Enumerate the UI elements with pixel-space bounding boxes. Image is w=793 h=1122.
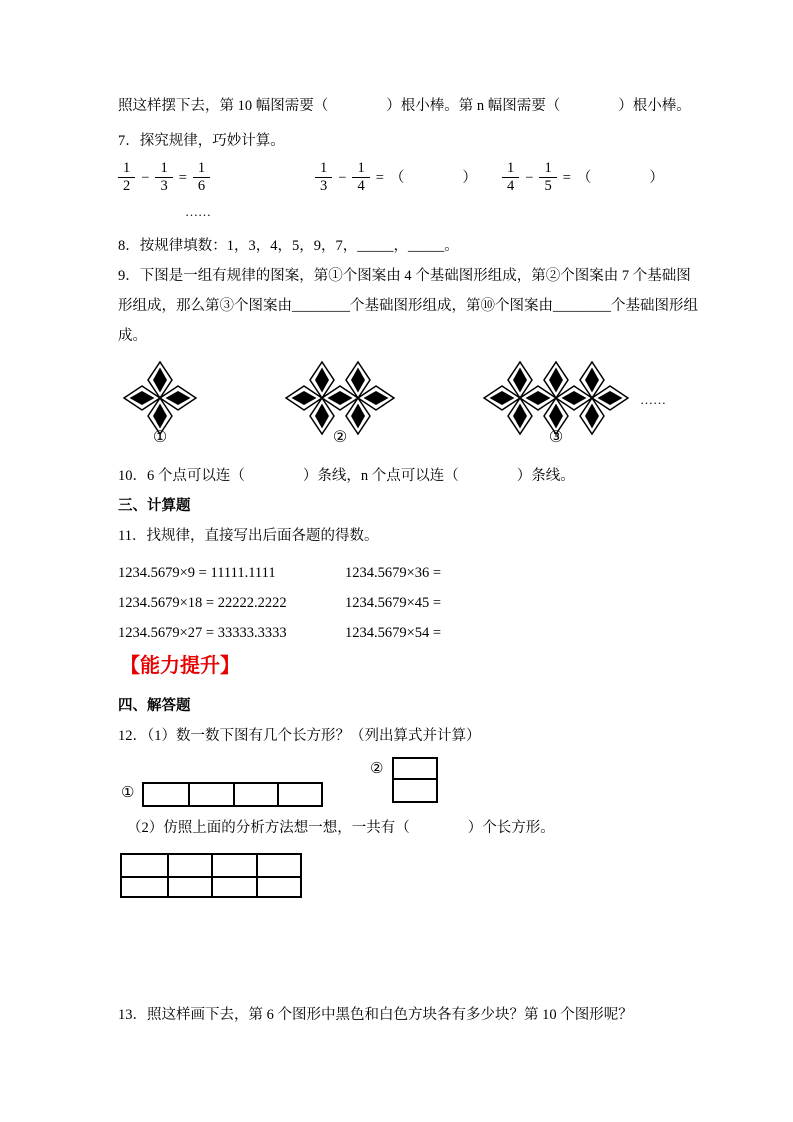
equals-sign: = — [375, 169, 384, 186]
q7-equation-3 — [502, 160, 664, 195]
equals-sign: = — [178, 169, 187, 186]
q10-text: 10．6 个点可以连（ ）条线，n 个点可以连（ ）条线。 — [118, 468, 575, 484]
q11-row1-right: 1234.5679×36 = — [345, 565, 442, 581]
q9-ellipsis: …… — [640, 392, 666, 407]
figure-1-label: ① — [152, 429, 168, 446]
q12-figure-2-grid — [392, 757, 438, 803]
fraction: $\frac{1}{4}$ — [502, 160, 519, 195]
diamond-pattern-figure-3 — [482, 360, 630, 436]
q12-part2-text: （2）仿照上面的分析方法想一想，一共有（ ）个长方形。 — [127, 820, 555, 836]
diamond-pattern-figure-1 — [122, 360, 198, 436]
figure-2-label: ② — [332, 429, 348, 446]
grid-cell — [122, 876, 167, 897]
fraction: $\frac{1}{3}$ — [155, 160, 172, 195]
q11-row2-right: 1234.5679×45 = — [345, 595, 442, 611]
minus-sign: − — [141, 169, 150, 186]
q11-row3-right: 1234.5679×54 = — [345, 625, 442, 641]
grid-cell — [256, 876, 301, 897]
q12-part2-grid — [120, 853, 302, 898]
grid-cell — [167, 876, 212, 897]
section-3-heading: 三、计算题 — [118, 498, 191, 514]
q12-figure-1-grid — [142, 782, 323, 807]
ability-boost-banner: 【能力提升】 — [120, 655, 240, 677]
q8-text: 8．按规律填数：1，3，4，5，9，7，_____，_____。 — [118, 238, 459, 254]
q11-row1-left: 1234.5679×9 = 11111.1111 — [118, 565, 276, 581]
answer-blank: （ ） — [576, 169, 664, 186]
grid-cell — [144, 784, 188, 805]
minus-sign: − — [525, 169, 534, 186]
q7-equation-1 — [118, 160, 210, 195]
q9-text-line2: 形组成，那么第③个图案由________个基础图形组成，第⑩个图案由________个基础图形组 — [118, 298, 698, 314]
q7-title: 7．探究规律，巧妙计算。 — [118, 133, 285, 149]
fraction: $\frac{1}{6}$ — [193, 160, 210, 195]
equals-sign: = — [562, 169, 571, 186]
fraction: $\frac{1}{5}$ — [539, 160, 556, 195]
answer-blank: （ ） — [389, 169, 477, 186]
q12-figure-1-label: ① — [121, 785, 135, 801]
intro-line: 照这样摆下去，第 10 幅图需要（ ）根小棒。第 n 幅图需要（ ）根小棒。 — [118, 98, 691, 114]
fraction: $\frac{1}{2}$ — [118, 160, 135, 195]
grid-cell — [256, 855, 301, 876]
q11-title: 11．找规律，直接写出后面各题的得数。 — [118, 528, 379, 544]
q9-text-line1: 9．下图是一组有规律的图案，第①个图案由 4 个基础图形组成，第②个图案由 7 个基础图 — [118, 268, 691, 284]
grid-cell — [277, 784, 321, 805]
q7-ellipsis: …… — [185, 204, 211, 219]
grid-cell — [394, 759, 436, 778]
fraction: $\frac{1}{3}$ — [315, 160, 332, 195]
minus-sign: − — [338, 169, 347, 186]
grid-cell — [233, 784, 277, 805]
fraction: $\frac{1}{4}$ — [352, 160, 369, 195]
q12-figure-2-label: ② — [370, 761, 384, 777]
grid-cell — [394, 778, 436, 801]
diamond-pattern-figure-2 — [284, 360, 396, 436]
grid-cell — [211, 876, 256, 897]
q7-equation-2 — [315, 160, 477, 195]
q12-part1-text: 12．（1）数一数下图有几个长方形？（列出算式并计算） — [118, 728, 481, 744]
section-4-heading: 四、解答题 — [118, 698, 191, 714]
grid-cell — [211, 855, 256, 876]
grid-cell — [122, 855, 167, 876]
q9-text-line3: 成。 — [118, 328, 147, 344]
q11-row2-left: 1234.5679×18 = 22222.2222 — [118, 595, 287, 611]
q13-text: 13．照这样画下去，第 6 个图形中黑色和白色方块各有多少块？第 10 个图形呢？ — [118, 1007, 633, 1023]
grid-cell — [188, 784, 232, 805]
q11-row3-left: 1234.5679×27 = 33333.3333 — [118, 625, 287, 641]
figure-3-label: ③ — [548, 429, 564, 446]
grid-cell — [167, 855, 212, 876]
